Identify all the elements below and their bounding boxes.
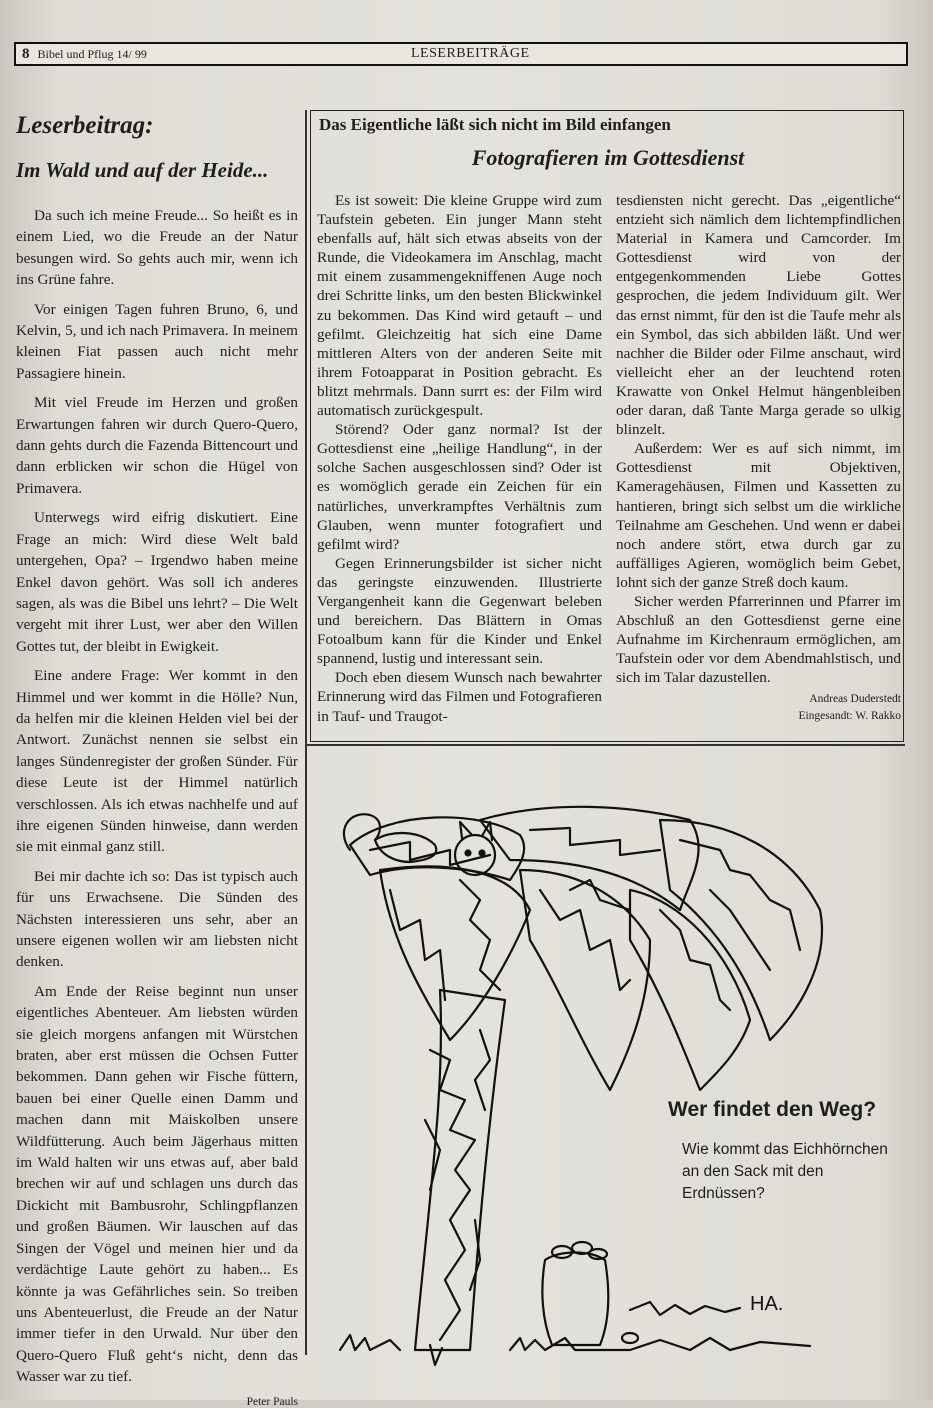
right-paragraph: Es ist soweit: Die kleine Gruppe wird zum Taufstein gebeten. Ein junger Mann steht ebenfalls auf, hält sich etwas abseits von der Runde, die Videokamera im Anschlag, macht mit einem zusammengekniffenen Auge noch drei Schritte links, um den besten Blickwinkel zu bekommen. Das Kind wird getauft – und gefilmt. Gleichzeitig hat sich eine Dame mittleren Alters von der anderen Seite mit ihrem Fotoapparat in Position gebracht. Es blitzt mehrmals. Dann surrt es: der Film wird automatisch zurückgespult.	[317, 192, 602, 420]
right-paragraph: Sicher werden Pfarrerinnen und Pfarrer im Abschluß an den Gottesdienst gerne eine Aufnahme im Kirchenraum ermöglichen, am Taufstein oder vor dem Abendmahlstisch, und sich im Talar dazustellen.	[616, 592, 901, 687]
ground-grass	[340, 1335, 810, 1350]
palm-frond	[660, 820, 822, 1040]
left-paragraph: Unterwegs wird eifrig diskutiert. Eine Frage an mich: Wird diese Welt bald untergehen, Opa? – Irgendwo haben meine Enkel davon gehört. Was soll ich anderes sagen, als was die Bibel uns lehrt? – Die Welt vergeht mit ihrer Lust, wer aber den Willen Gottes tut, der bleibt in Ewigkeit.	[16, 509, 298, 655]
left-article	[16, 112, 298, 1408]
left-paragraph: Vor einigen Tagen fuhren Bruno, 6, und Kelvin, 5, und ich nach Primavera. In meinem kleinen Fiat passen auch nicht mehr Passagiere hinein.	[16, 300, 298, 382]
maze-path	[530, 828, 660, 990]
left-article-author: Peter Pauls	[246, 1395, 298, 1408]
squirrel-eye	[480, 851, 485, 856]
right-article-title: Fotografieren im Gottesdienst	[471, 145, 745, 170]
left-paragraph: Eine andere Frage: Wer kommt in den Himmel und wer kommt in die Hölle? Nun, da helfen mir die kleinen Helden viel bei der Antwort. Zunächst nennen sie selbst ein langes Sündenregister der großen Sünder. Für diese Leute ist der Himmel natürlich verschlossen. Als ich etwas nachhelfe und auf ihre eigenen Sünden hinweise, dann werden sie mit einmal ganz still.	[16, 667, 298, 856]
artist-signature: HA.	[750, 1293, 784, 1315]
left-article-title: Im Wald und auf der Heide...	[16, 158, 269, 182]
publication-name: Bibel und Pflug 14/ 99	[37, 46, 147, 61]
right-paragraph: tesdiensten nicht gerecht. Das „eigentliche“ entzieht sich nämlich dem lichtempfindlichen Material in Kamera und Camcorder. Im Gottesdienst wird von der entgegenkommenden Liebe Gottes gesprochen, die jedem Individuum gilt. Wer das ernst nimmt, für den ist die Taufe mehr als ein Symbol, das sich abbilden läßt. Und wer nachher die Bilder oder Filme anschaut, wird vielleicht eher an der leuchtend roten Krawatte von Onkel Helmut hängenbleiben oder daran, daß Tante Marga gerade so ulkig blinzelt.	[616, 192, 901, 439]
palm-frond	[630, 890, 750, 1090]
right-paragraph: Außerdem: Wer es auf sich nimmt, im Gottesdienst mit Objektiven, Kameragehäusen, Filmen und Kassetten zu hantieren, bringt sich selbst um die wirkliche Teilnahme am Geschehen. Und wenn er dabei noch andere stört, etwa durch gar zu auffälliges Agieren, womöglich beim Gebet, lohnt sich der ganze Streß doch kaum.	[616, 440, 901, 591]
peanut-sack	[542, 1253, 608, 1346]
signature-scribble	[630, 1302, 740, 1315]
peanut	[622, 1333, 638, 1343]
palm-frond	[380, 866, 530, 1040]
right-article-column-1	[317, 191, 602, 726]
right-paragraph: Störend? Oder ganz normal? Ist der Gottesdienst eine „heilige Handlung“, in der solche Sachen ausgeschlossen sind? Oder ist es womöglich gerade ein Zeichen für ein natürliches, unverkrampftes Verhältnis zum Glauben, wenn munter fotografiert und gefilmt wird?	[317, 421, 602, 553]
puzzle-question: Wie kommt das Eichhörnchen an den Sack mit den Erdnüssen?	[682, 1141, 888, 1202]
left-paragraph: Mit viel Freude im Herzen und großen Erwartungen fahren wir durch Quero-Quero, dann gehts durch die Fazenda Bittencourt und dann erblicken wir schon die Hügel von Primavera.	[16, 394, 298, 497]
left-paragraph: Da such ich meine Freude... So heißt es in einem Lied, wo die Freude an der Natur besungen wird. So gehts auch mir, wenn ich ins Grüne fahre.	[16, 207, 298, 289]
right-article-column-2	[616, 191, 901, 725]
left-article-kicker: Leserbeitrag:	[16, 112, 154, 139]
right-article-author: Andreas Duderstedt	[809, 693, 901, 706]
maze-path	[430, 1050, 475, 1340]
maze-path	[660, 840, 800, 1010]
right-paragraph: Doch eben diesem Wunsch nach bewahrter Erinnerung wird das Filmen und Fotografieren in Tauf- und Traugot-	[317, 669, 602, 725]
maze-illustration	[330, 790, 830, 1370]
puzzle-box	[668, 1095, 898, 1205]
squirrel-eye	[466, 851, 471, 856]
page-header	[14, 42, 908, 66]
left-paragraph: Am Ende der Reise beginnt nun unser eigentliches Abenteuer. Am liebsten würden sie gleich morgens anfangen mit Würstchen braten, aber erst müssen die Ochsen Futter bekommen. Dann gehen wir Fische füttern, bauen bei einer Quelle einen Damm und machen dann mit Maiskolben unsere Wildfütterung. Auch beim Jägerhaus mitten im Wald halten wir uns etwas auf, aber bald brechen wir auf und schlagen uns durch das Dickicht mit Bambusrohr, Schlingpflanzen und großen Bäumen. Wir lauschen auf das Singen der Vögel und meinen hier und da verdächtige Laute gehört zu haben... Es könnte ja was Gefährliches sein. So treiben uns Abenteuerlust, die Freude an der Natur immer tiefer in den Urwald. Nur über den Quero-Quero Fluß geht‘s nicht, denn das Wasser war zu tief.	[16, 982, 298, 1386]
page-number: 8	[22, 45, 30, 62]
puzzle-title: Wer findet den Weg?	[668, 1098, 877, 1121]
section-title: LESERBEITRÄGE	[411, 46, 530, 61]
right-article-kicker: Das Eigentliche läßt sich nicht im Bild einfangen	[319, 115, 671, 134]
column-divider	[305, 110, 307, 1355]
right-article-signature	[616, 691, 901, 725]
box-bottom-divider	[305, 744, 905, 746]
right-article-submitted: Eingesandt: W. Rakko	[798, 710, 901, 723]
palm-trunk	[415, 990, 505, 1350]
left-paragraph: Bei mir dachte ich so: Das ist typisch auch für uns Erwachsene. Die Sünden des Nächsten interessieren uns sehr, aber an unsere eigenen wollen wir am liebsten nicht denken.	[16, 867, 298, 971]
arrow-marker	[430, 1345, 442, 1365]
maze-path	[460, 880, 770, 990]
right-article-box	[310, 110, 904, 742]
right-paragraph: Gegen Erinnerungsbilder ist sicher nicht das geringste einzuwenden. Illustrierte Vergangenheit kann die Gegenwart beleben und bereichern. Das Blättern in Omas Fotoalbum kann für die Kinder und Enkel spannend, lustig und interessant sein.	[317, 554, 602, 668]
